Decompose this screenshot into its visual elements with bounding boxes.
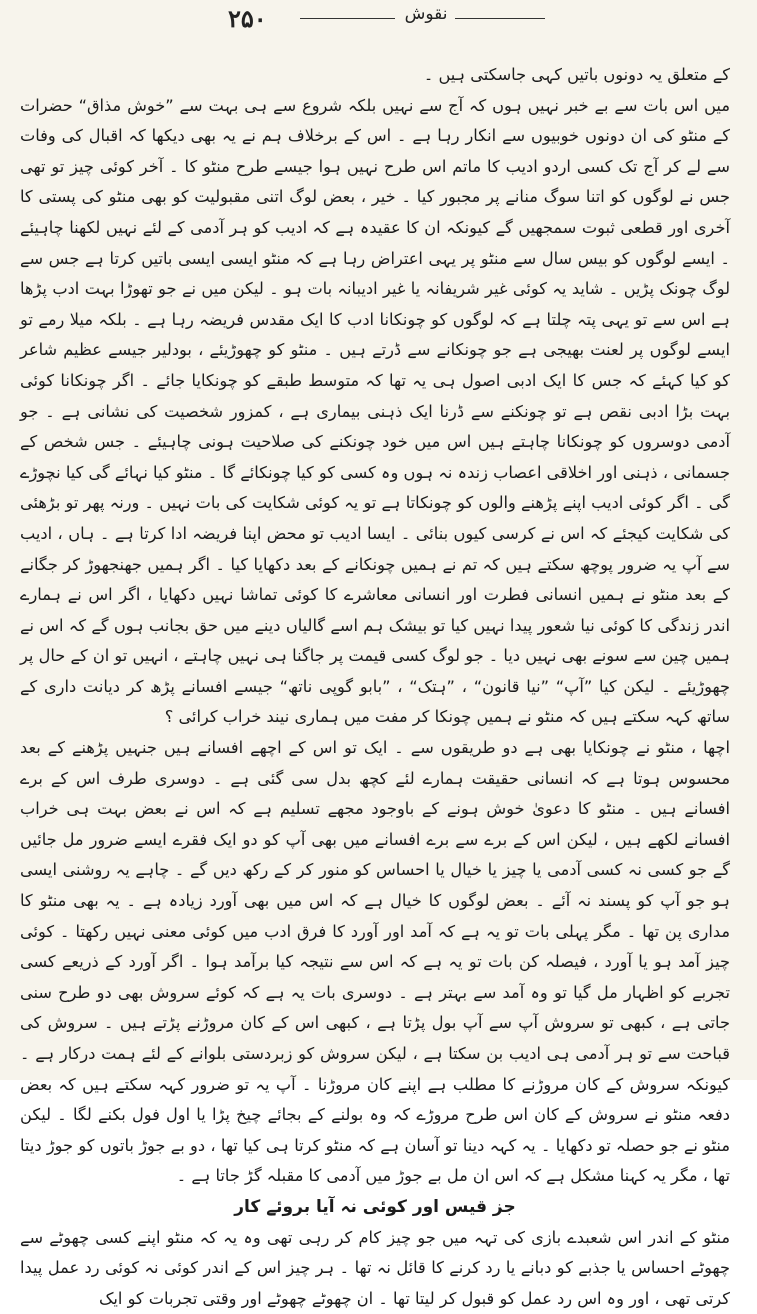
paragraph: میں اس بات سے بے خبر نہیں ہوں کہ آج سے نہیں بلکہ شروع سے ہی بہت سے ”خوش مذاق“ حضرات کے منٹو کی ان دونوں خوبیوں سے انکار رہا ہے ۔ اس کے برخلاف ہم نے یہ بھی دیکھا کہ اقبال کی وفات سے لے کر آج تک کسی اردو ادیب کا ماتم اس طرح نہیں ہوا جیسے طرح منٹو کا ۔ آخر کوئی چیز تو تھی جس نے لوگوں کو اتنا سوگ منانے پر مجبور کیا ۔ خیر ، بعض لوگ اتنی مقبولیت کو بھی منٹو کی پستی کا آخری اور قطعی ثبوت سمجھیں گے کیونکہ ان کا عقیدہ ہے کہ ادیب کو ہر آدمی کے لئے نہیں لکھنا چاہیئے ۔ ایسے لوگوں کو بیس سال سے منٹو پر یہی اعتراض رہا ہے کہ منٹو ایسی ایسی باتیں کرتا ہے جس سے لوگ چونک پڑیں ۔ شاید یہ کوئی غیر شریفانہ یا غیر ادیبانہ بات ہو ۔ لیکن میں نے جو تھوڑا بہت ادب پڑھا ہے اس سے تو یہی پتہ چلتا ہے کہ لوگوں کو چونکانا ادب کا ایک مقدس فریضہ رہا ہے ۔ بلکہ میلا ‌رمے تو ایسے لوگوں پر لعنت بھیجی ہے جو چونکانے سے ڈرتے ہیں ۔ منٹو کو چھوڑیئے ، بودلیر جیسے عظیم شاعر کو کیا کہئے کہ جس کا ایک ادبی اصول ہی یہ تھا کہ متوسط طبقے کو چونکایا جائے ۔ اگر چونکانا کوئی بہت بڑا ادبی نقص ہے تو چونکنے سے ڈرنا ایک ذہنی بیماری ہے ، کمزور شخصیت کی نشانی ہے ۔ جو آدمی دوسروں کو چونکانا چاہتے ہیں اس میں خود چونکنے کی صلاحیت ہونی چاہیئے ۔ جس شخص کے جسمانی ، ذہنی اور اخلاقی اعصاب زندہ نہ ہوں وہ کسی کو کیا چونکائے گا ۔ منٹو کیا نہائے گی کیا نچوڑے گی ۔ اگر کوئی ادیب اپنے پڑھنے والوں کو چونکاتا ہے تو یہ کوئی شکایت کی بات نہیں ۔ ورنہ پھر تو بڑھئی کی شکایت کیجئے کہ اس نے کرسی کیوں بنائی ۔ ایسا ادیب تو محض اپنا فریضہ ادا کرتا ہے ۔ ہاں ، ادیب سے آپ یہ ضرور پوچھ سکتے ہیں کہ تم نے ہمیں چونکانے کے بعد دکھایا کیا ۔ اگر ہمیں جھنجھوڑ کر جگانے کے بعد منٹو نے ہمیں انسانی فطرت اور انسانی معاشرے کا کوئی تماشا نہیں دکھایا ، اگر اس نے ہمارے اندر زندگی کا کوئی نیا شعور پیدا نہیں کیا تو بیشک ہم اسے گالیاں دینے میں حق بجانب ہوں گے کہ اس نے ہمیں چین سے سونے بھی نہیں دیا ۔ جو لوگ کسی قیمت پر جاگنا ہی نہیں چاہتے ، انہیں تو ان کے حال پر چھوڑیئے ۔ لیکن کیا ”آپ“ ”نیا قانون“ ، ”ہتک“ ، ”بابو گوپی ناتھ“ جیسے افسانے پڑھ کر دیانت داری کے ساتھ کہہ سکتے ہیں کہ منٹو نے ہمیں چونکا کر مفت میں ہماری نیند خراب کرائی ؟	[20, 95, 731, 727]
paragraph: اچھا ، منٹو نے چونکایا بھی ہے دو طریقوں سے ۔ ایک تو اس کے اچھے افسانے ہیں جنہیں پڑھنے کے بعد محسوس ہوتا ہے کہ انسانی حقیقت ہمارے لئے کچھ بدل سی گئی ہے ۔ دوسری طرف اس کے برے افسانے ہیں ۔ منٹو کا دعویٰ خوش ہونے کے باوجود مجھے تسلیم ہے کہ اس نے بعض بہت ہی خراب افسانے لکھے ہیں ، لیکن اس کے برے سے برے افسانے میں بھی آپ کو دو ایک فقرے ایسے ضرور مل جائیں گے جو کسی نہ کسی آدمی یا چیز یا خیال یا احساس کو منور کر کے رکھ دیں گے ۔ چاہے یہ روشنی ایسی ہو جو آپ کو پسند نہ آئے ۔ بعض لوگوں کا خیال ہے کہ اس میں بھی آورد زیادہ ہے ۔ یہ بھی منٹو کا مداری پن تھا ۔ مگر پہلی بات تو یہ ہے کہ آمد اور آورد کا فرق ادب میں کوئی معنی نہیں رکھتا ۔ کوئی چیز آمد ہو یا آورد ، فیصلہ کن بات تو یہ ہے کہ اس سے نتیجہ کیا برآمد ہوا ۔ اگر آورد کے ذریعے کسی تجربے کو اظہار مل گیا تو وہ آمد سے بہتر ہے ۔ دوسری بات یہ ہے کہ کوئے سروش بھی دو طرح سنی جاتی ہے ، کبھی تو سروش آپ سے آپ بول پڑتا ہے ، کبھی اس کے کان مروڑنے پڑتے ہیں ۔ سروش کی قباحت سے تو ہر آدمی ہی ادیب بن سکتا ہے ، لیکن سروش کو زبردستی بلوانے کے لئے ہمت درکار ہے ۔ کیونکہ سروش کے کان مروڑنے کا مطلب ہے اپنے کان مروڑنا ۔ آپ یہ تو ضرور کہہ سکتے ہیں کہ بعض دفعہ منٹو نے سروش کے کان اس طرح مروڑے کہ وہ بولنے کے بجائے چیخ پڑا یا اول فول بکنے لگا ۔ لیکن منٹو نے جو حصلہ تو دکھایا ۔ یہ کہہ دینا تو آسان ہے کہ منٹو کرتا ہی کیا تھا ، دو بے جوڑ باتوں کو جوڑ دیتا تھا ، مگر یہ کہنا مشکل ہے کہ اس ان مل بے جوڑ میں آدمی کا مقبلہ گڑ جاتا ہے ۔	[20, 738, 730, 1186]
verse-heading: جز قیس اور کوئی نہ آیا بروئے کار	[234, 1196, 516, 1217]
paragraph-continuation: کے متعلق یہ دونوں باتیں کہی جاسکتی ہیں ۔	[423, 65, 730, 84]
header-rule-left	[300, 18, 395, 19]
journal-name: نقوش	[404, 4, 448, 24]
header-rule-right	[455, 18, 545, 19]
page-number: ۲۵۰	[228, 4, 267, 33]
page-header	[0, 0, 757, 34]
paragraph: منٹو کے اندر اس شعبدے بازی کی تہہ میں جو چیز کام کر رہی تھی وہ یہ کہ منٹو اپنے کسی چھوٹے سے چھوٹے احساس یا جذبے کو دبانے یا رد کرنے کا قائل نہ تھا ۔ ہر چیز اس کے اندر کوئی نہ کوئی رد عمل پیدا کرتی تھی ، اور وہ اس رد عمل کو قبول کر لیتا تھا ۔ ان چھوٹے چھوٹے اور وقتی تجربات کو ایک	[20, 1227, 730, 1308]
body-text	[20, 60, 730, 1314]
